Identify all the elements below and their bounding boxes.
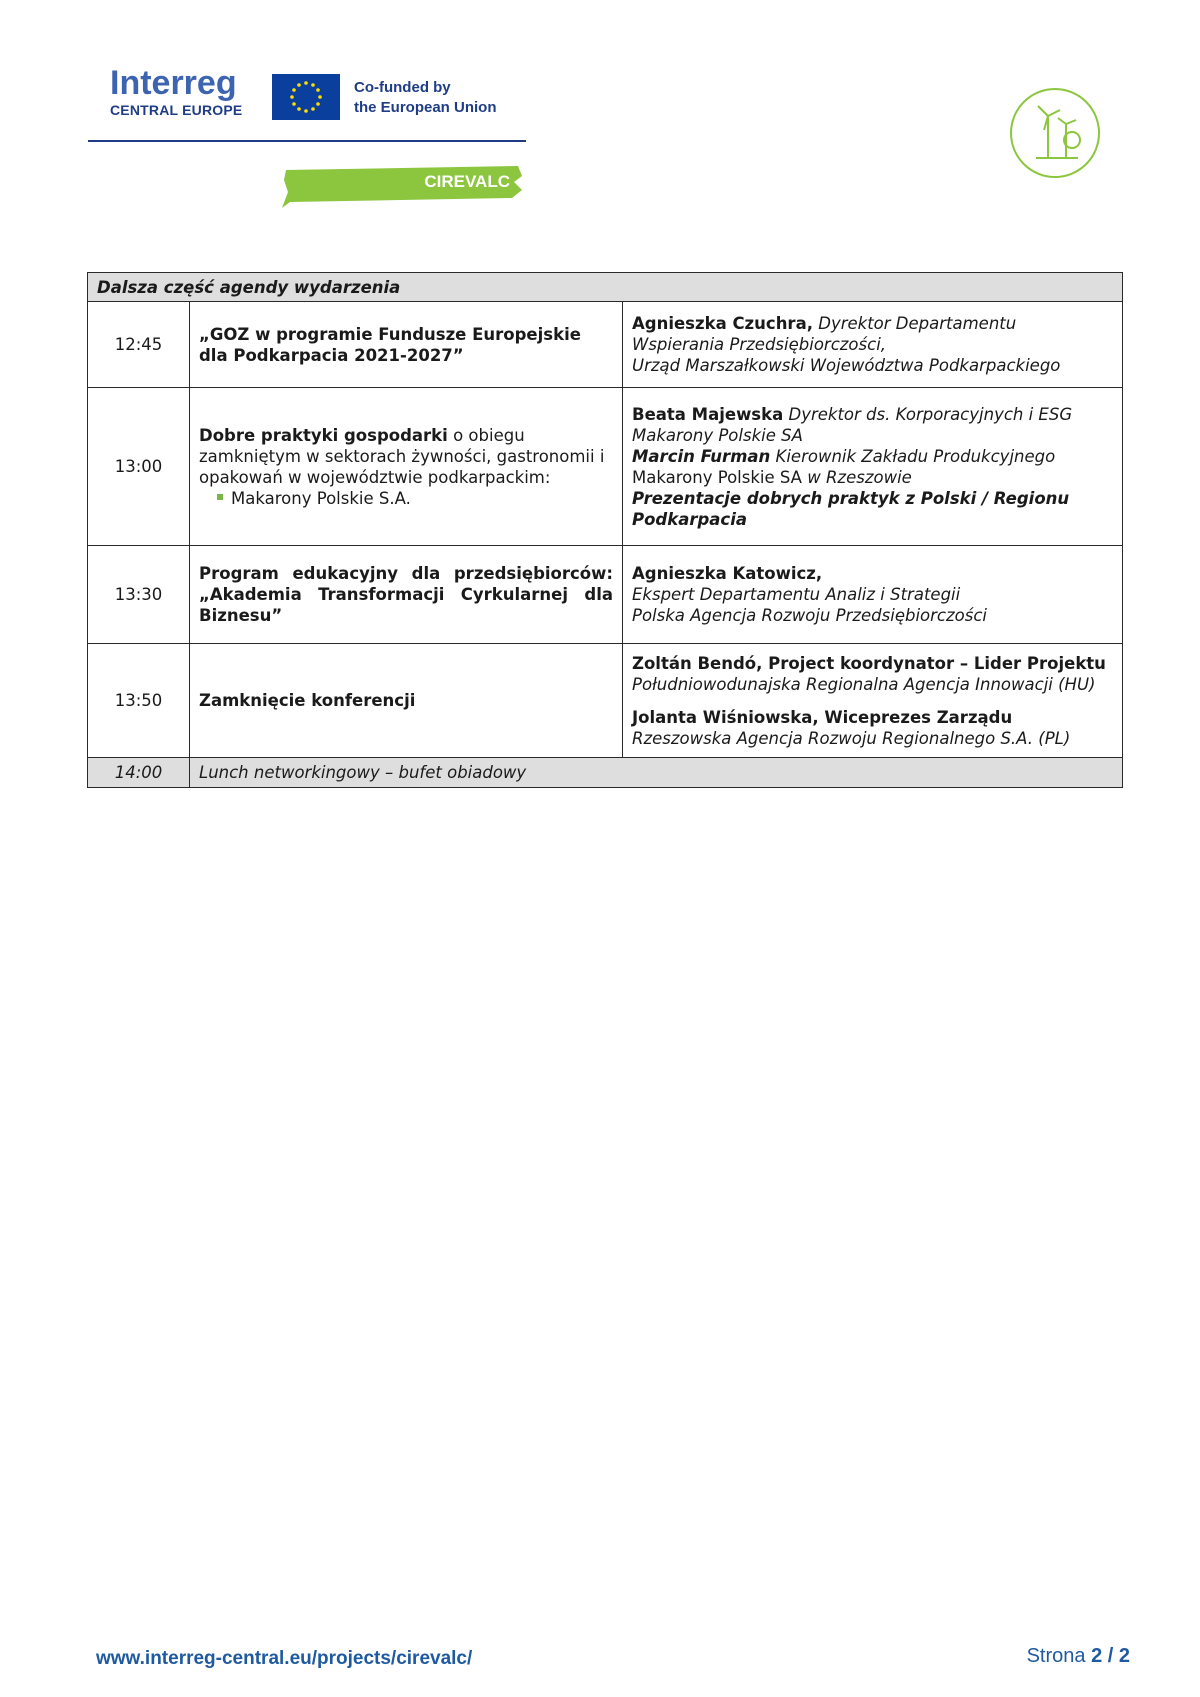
interreg-brand: Interreg [110, 64, 237, 102]
speaker-role: Ekspert Departamentu Analiz i Strategii [632, 585, 961, 604]
speaker-role: Dyrektor Departamentu Wspierania Przedsiębiorczości, [632, 314, 1017, 354]
page-number [1027, 1645, 1130, 1668]
bullet-item [199, 488, 613, 509]
speaker-org: Urząd Marszałkowski Województwa Podkarpackiego [632, 356, 1061, 375]
page-current: 2 [1091, 1645, 1103, 1667]
row-speakers [623, 388, 1123, 546]
row-speakers [623, 644, 1123, 758]
interreg-sub: CENTRAL EUROPE [110, 102, 243, 118]
speaker-org-city: w Rzeszowie [807, 467, 912, 487]
cofunded-line1: Co-funded by [354, 79, 451, 96]
spacer [632, 695, 1113, 707]
speaker-org: Makarony Polskie SA [632, 425, 803, 445]
speaker-org: Polska Agencja Rozwoju Przedsiębiorczości [632, 606, 987, 625]
row-title: „GOZ w programie Fundusze Europejskie dla Podkarpacia 2021-2027” [190, 302, 623, 388]
section-title: Dalsza część agendy wydarzenia [88, 273, 1123, 302]
speaker-role: Kierownik Zakładu Produkcyjnego [775, 446, 1056, 466]
speaker-name: Beata Majewska [632, 404, 784, 424]
row-speakers [623, 302, 1123, 388]
agenda-table [87, 272, 1123, 788]
cofunded-line2: the European Union [354, 99, 497, 116]
cofunded-text [354, 78, 497, 118]
speaker-org: Południowodunajska Regionalna Agencja Innowacji (HU) [632, 674, 1096, 694]
row-speakers [623, 546, 1123, 644]
eu-flag-icon [272, 74, 340, 120]
page-label: Strona [1026, 1645, 1086, 1667]
cirevalc-badge-icon [1008, 86, 1102, 180]
agenda-row [88, 302, 1123, 388]
speaker-org: Rzeszowska Agencja Rozwoju Regionalnego S.A. (PL) [632, 728, 1071, 748]
page-separator: / [1107, 1645, 1114, 1667]
page-total: 2 [1118, 1645, 1130, 1667]
agenda-section-header [88, 273, 1123, 302]
row-time: 13:50 [88, 644, 190, 758]
title-bold: Dobre praktyki gospodarki [199, 425, 448, 445]
closing-label: Lunch networkingowy – bufet obiadowy [190, 758, 1123, 788]
title-rest: o obiegu zamkniętym w sektorach żywności, gastronomii i opakowań w województwie podkarpackim: [199, 425, 605, 487]
speaker-line: Zoltán Bendó, Project koordynator – Lider Projektu [632, 653, 1106, 673]
agenda-closing-row [88, 758, 1123, 788]
speaker-name: Marcin Furman [632, 446, 771, 466]
agenda-row [88, 546, 1123, 644]
header-divider [88, 140, 526, 142]
closing-time: 14:00 [88, 758, 190, 788]
row-time: 13:30 [88, 546, 190, 644]
project-name: CIREVALC [424, 172, 510, 191]
speaker-org: Makarony Polskie SA [632, 467, 802, 487]
row-time: 13:00 [88, 388, 190, 546]
row-time: 12:45 [88, 302, 190, 388]
agenda-row [88, 388, 1123, 546]
speaker-role: Dyrektor ds. Korporacyjnych i ESG [788, 404, 1073, 424]
speaker-name: Agnieszka Czuchra, [632, 314, 813, 333]
speaker-line: Jolanta Wiśniowska, Wiceprezes Zarządu [632, 707, 1013, 727]
row-title: Program edukacyjny dla przedsiębiorców: „Akademia Transformacji Cyrkularnej dla Biznesu” [190, 546, 623, 644]
speaker-name: Agnieszka Katowicz, [632, 564, 823, 583]
page-header [0, 0, 1200, 230]
presentation-note: Prezentacje dobrych praktyk z Polski / Regionu Podkarpacia [632, 488, 1070, 529]
interreg-logo [110, 66, 270, 118]
row-title [190, 388, 623, 546]
agenda-row [88, 644, 1123, 758]
bullet-icon [217, 494, 223, 500]
footer-url-link[interactable]: www.interreg-central.eu/projects/cirevalc/ [96, 1648, 473, 1669]
row-title: Zamknięcie konferencji [190, 644, 623, 758]
bullet-text: Makarony Polskie S.A. [231, 488, 411, 508]
